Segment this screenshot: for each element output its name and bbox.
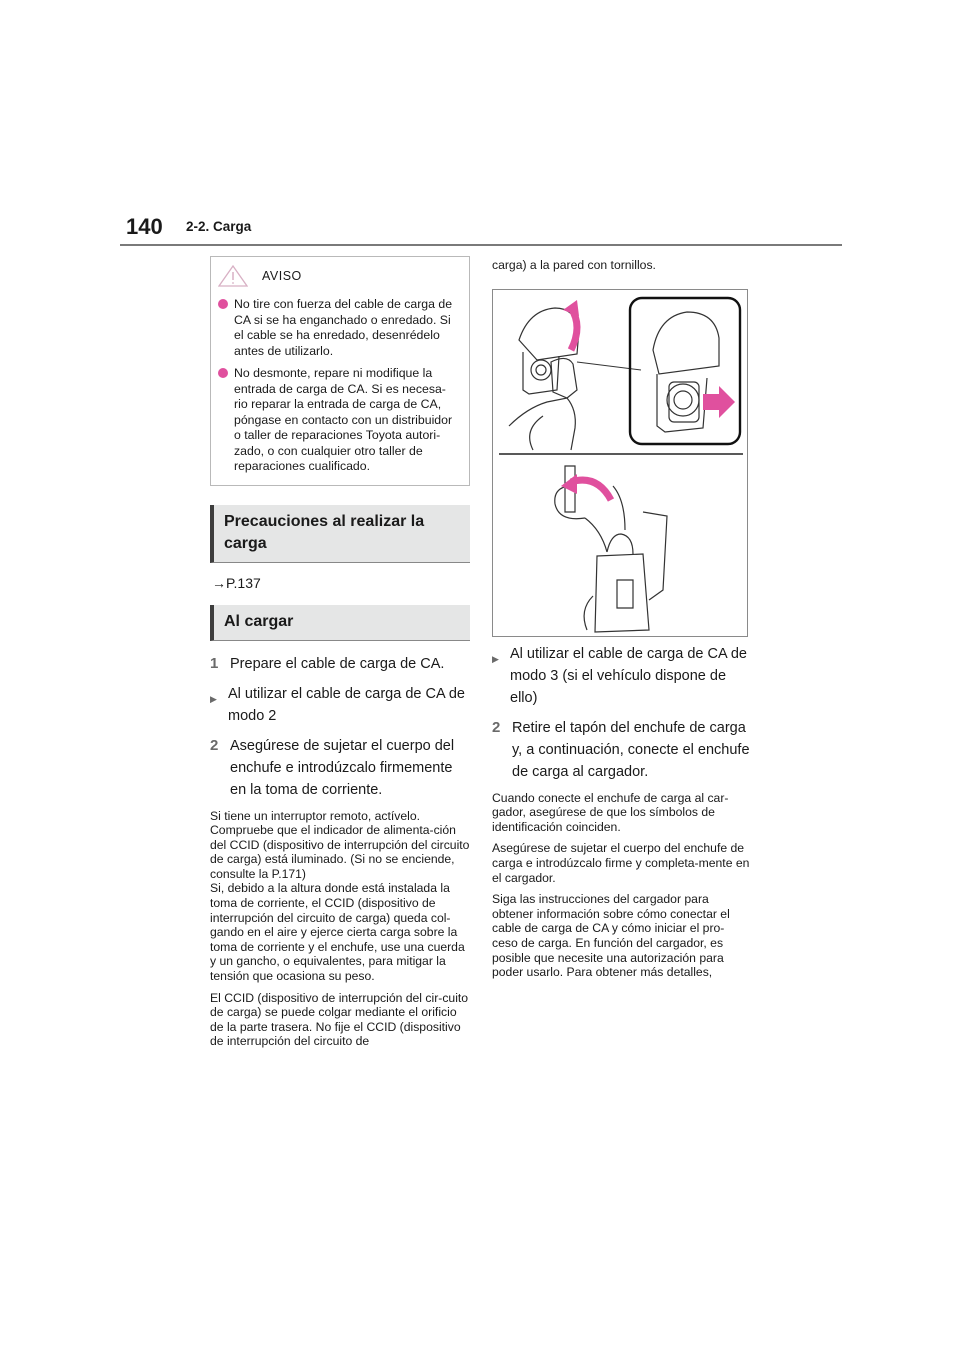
page-number: 140	[126, 214, 163, 239]
step-1	[210, 653, 470, 675]
paragraph-charger-instructions: Siga las instrucciones del cargador para obtener información sobre cómo conectar el cable de carga de CA y cómo iniciar el pro-ceso de carga. En función del cargador, es posible que necesite una autorización para poder usarlo. Para obtener más detalles,	[492, 892, 730, 980]
step-text: Prepare el cable de carga de CA.	[230, 655, 445, 672]
triangle-bullet-icon: ▶	[492, 653, 499, 664]
header-divider	[120, 244, 842, 246]
warning-header	[218, 265, 459, 287]
bullet-text: Al utilizar el cable de carga de CA de modo 3 (si el vehículo dispone de ello)	[510, 645, 747, 706]
paragraph-remote-switch: Si tiene un interruptor remoto, actívelo. Compruebe que el indicador de alimenta-ción del CCID (dispositivo de interrupción del circuito de carga) está iluminado. (Si no se enciende, consulte la P.171)	[210, 808, 470, 881]
paragraph-ccid-hole: El CCID (dispositivo de interrupción del cir-cuito de carga) se puede colgar mediante el orificio de la parte trasera. No fije el CCID (dispositivo de interrupción del circuito de	[210, 990, 469, 1049]
page-reference: →P.137	[212, 574, 261, 591]
warning-item	[218, 297, 459, 359]
paragraph-insert-plug: Asegúrese de sujetar el cuerpo del enchufe de carga e introdúzcalo firme y completa-mente en el cargador.	[492, 841, 750, 885]
paragraph-symbols: Cuando conecte el enchufe de carga al car-gador, asegúrese de que los símbolos de identificación coinciden.	[492, 790, 729, 834]
step-number: 2	[492, 718, 501, 736]
step-number: 1	[210, 654, 219, 672]
step-2-mode-3	[492, 717, 750, 783]
step-text: Retire el tapón del enchufe de carga y, a continuación, conecte el enchufe de carga al cargador.	[512, 719, 750, 780]
warning-item	[218, 366, 459, 475]
triangle-bullet-icon: ▶	[210, 693, 217, 704]
step-text: Asegúrese de sujetar el cuerpo del enchufe e introdúzcalo firmemente en la toma de corriente.	[230, 737, 455, 798]
bullet-dot-icon	[218, 368, 228, 378]
section-heading-charging: Al cargar	[210, 605, 470, 641]
paragraph-hanging: Si, debido a la altura donde está instalada la toma de corriente, el CCID (dispositivo de interrupción del circuito de carga) queda col-gando en el aire y ejerce cierta carga sobre la toma de corriente y el enchufe, use una cuerda y un gancho, o equivalentes, para mitigar la tensión que ocasiona su peso.	[210, 881, 465, 984]
charging-illustration-icon	[493, 290, 747, 636]
bullet-dot-icon	[218, 299, 228, 309]
warning-title: AVISO	[262, 269, 302, 283]
bullet-text: Al utilizar el cable de carga de CA de modo 2	[228, 685, 465, 724]
mode-2-bullet	[210, 683, 470, 727]
left-column	[210, 256, 470, 1056]
warning-triangle-icon	[218, 265, 248, 287]
warning-item-text: No tire con fuerza del cable de carga de CA si se ha enganchado o enredado. Si el cable se ha enredado, desenrédelo antes de utilizarlo.	[234, 297, 453, 358]
mode-3-bullet	[492, 643, 750, 709]
charging-illustration	[492, 289, 748, 637]
section-heading-precautions: Precauciones al realizar la carga	[210, 505, 470, 563]
step-number: 2	[210, 736, 219, 754]
step-2	[210, 735, 470, 801]
warning-item-text: No desmonte, repare ni modifique la entrada de carga de CA. Si es necesa-rio reparar la entrada de carga de CA, póngase en contacto con un distribuidor o taller de reparaciones Toyota autori-zado, o con cualquier otro taller de reparaciones cualificado.	[234, 366, 453, 473]
paragraph-continuation: carga) a la pared con tornillos.	[492, 258, 656, 272]
warning-box	[210, 256, 470, 486]
section-title: 2-2. Carga	[186, 219, 252, 234]
right-column	[492, 256, 750, 987]
